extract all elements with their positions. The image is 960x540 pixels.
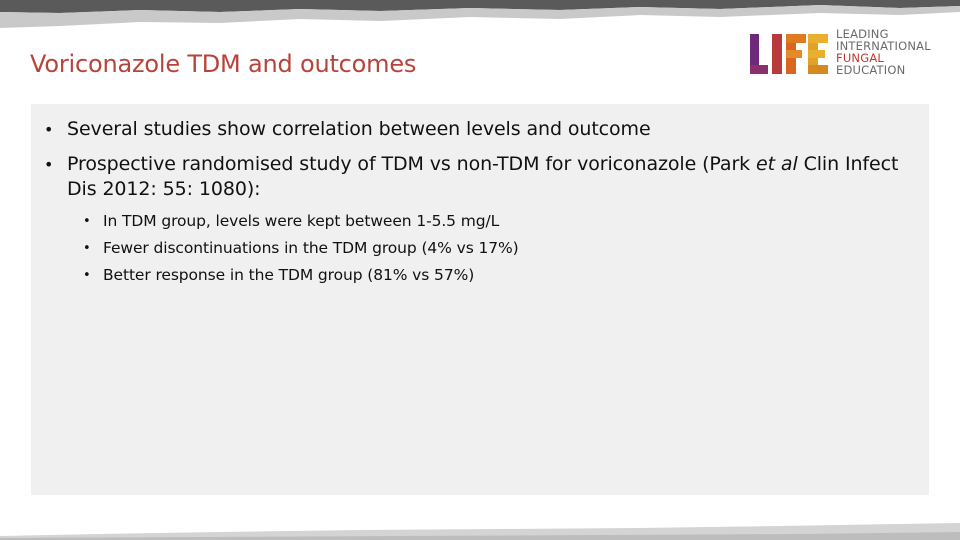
sub-bullet-item: [31, 235, 929, 262]
bullet-text: Several studies show correlation between levels and outcome: [67, 118, 651, 140]
bullet-dot-icon: •: [44, 155, 54, 174]
bullet-list: [31, 104, 929, 202]
life-logo-mark: [748, 30, 830, 76]
bullet-item: [31, 152, 929, 202]
life-logo: [748, 28, 938, 80]
logo-line-fungal: FUNGAL: [836, 51, 885, 65]
bottom-decorative-band: [0, 518, 960, 540]
life-logo-text: [836, 28, 931, 76]
bullet-text-post: Clin Infect Dis 2012: 55: 1080):: [67, 153, 899, 200]
sub-bullet-item: [31, 262, 929, 289]
sub-bullet-dot-icon: •: [83, 268, 91, 283]
bullet-text-italic: et al: [756, 153, 798, 175]
bullet-item: [31, 117, 929, 142]
sub-bullet-list: [31, 208, 929, 289]
sub-bullet-dot-icon: •: [83, 214, 91, 229]
content-box: [31, 104, 929, 495]
logo-line-education: EDUCATION: [836, 63, 906, 77]
sub-bullet-dot-icon: •: [83, 241, 91, 256]
bullet-text-pre: Prospective randomised study of TDM vs non-TDM for voriconazole (Park: [67, 153, 757, 175]
logo-line-leading: LEADING: [836, 27, 889, 41]
sub-bullet-text: In TDM group, levels were kept between 1-5.5 mg/L: [103, 212, 500, 230]
sub-bullet-text: Fewer discontinuations in the TDM group (4% vs 17%): [103, 239, 519, 257]
sub-bullet-text: Better response in the TDM group (81% vs 57%): [103, 266, 475, 284]
bullet-dot-icon: •: [44, 120, 54, 139]
sub-bullet-item: [31, 208, 929, 235]
logo-line-international: INTERNATIONAL: [836, 39, 931, 53]
slide-title: Voriconazole TDM and outcomes: [30, 50, 417, 78]
